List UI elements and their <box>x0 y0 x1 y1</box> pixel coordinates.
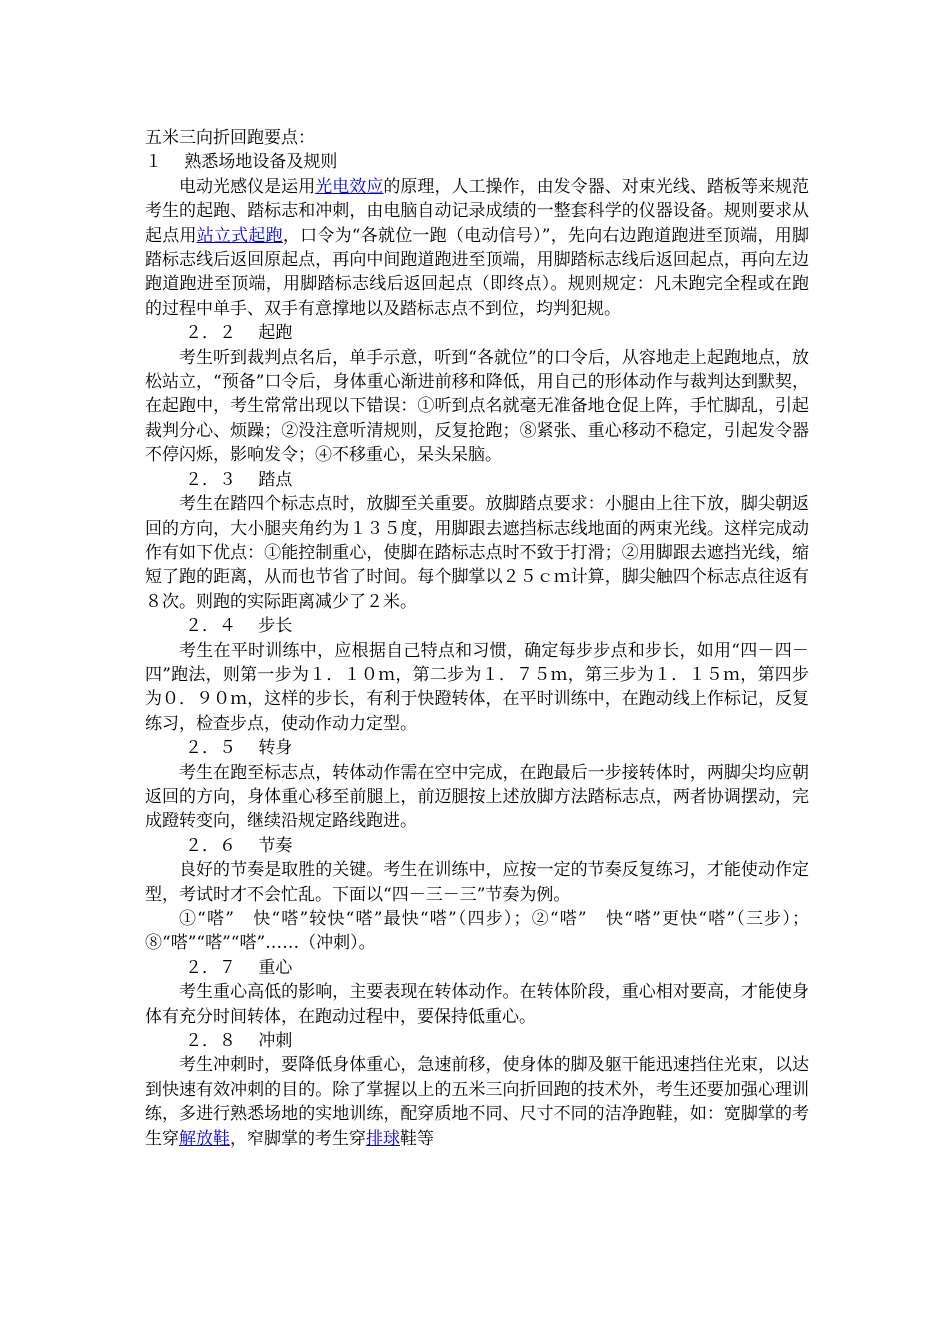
section-3-heading: ２．３ 踏点 <box>185 469 293 490</box>
section-8-text-a: 考生冲刺时，要降低身体重心，急速前移，使身体的脚及躯干能迅速挡住光束，以达到快速有效冲刺的目的。除了掌握以上的五米三向折回跑的技术外，考生还要加强心理训练，多进行熟悉场地的实地训练，配穿质地不同、尺寸不同的洁净跑鞋，如：宽脚掌的考生穿 <box>145 1055 809 1149</box>
section-8-heading: ２．８ 冲刺 <box>185 1031 293 1052</box>
section-8-text-b: ，窄脚掌的考生穿 <box>230 1128 366 1149</box>
section-7-heading: ２．７ 重心 <box>185 957 293 978</box>
section-4-paragraph: 考生在平时训练中，应根据自己特点和习惯，确定每步步点和步长，如用“四－四－四”跑法，则第一步为１．１０ｍ，第二步为１．７５ｍ，第三步为１．１５ｍ，第四步为０．９０ｍ，这样的步长，有利于快蹬转体，在平时训练中，在跑动线上作标记，反复练习，检查步点，使动作动力定型。 <box>145 640 809 734</box>
standing-start-link[interactable]: 站立式起跑 <box>196 225 283 246</box>
photoelectric-effect-link[interactable]: 光电效应 <box>315 176 384 197</box>
section-5-paragraph: 考生在跑至标志点，转体动作需在空中完成，在跑最后一步接转体时，两脚尖均应朝返回的方向，身体重心移至前腿上，前迈腿按上述放脚方法踏标志点，两者协调摆动，完成蹬转变向，继续沿规定路线跑进。 <box>145 762 809 832</box>
section-3-paragraph: 考生在踏四个标志点时，放脚至关重要。放脚踏点要求：小腿由上往下放，脚尖朝返回的方向，大小腿夹角约为１３５度，用脚跟去遮挡标志线地面的两束光线。这样完成动作有如下优点：①能控制重心，使脚在踏标志点时不致于打滑；②用脚跟去遮挡光线，缩短了跑的距离，从而也节省了时间。每个脚掌以２５ｃｍ计算，脚尖触四个标志点往返有８次。则跑的实际距离减少了２米。 <box>145 494 809 612</box>
section-1-text-c: ，口令为“各就位一跑（电动信号）”，先向右边跑道跑进至顶端，用脚踏标志线后返回原起点，再向中间跑道跑进至顶端，用脚踏标志线后返回起点，再向左边跑道跑进至顶端，用脚踏标志线后返回起点（即终点）。规则规定：凡未跑完全程或在跑的过程中单手、双手有意撑地以及踏标志点不到位，均判犯规。 <box>145 225 809 319</box>
section-2-heading: ２．２ 起跑 <box>185 323 293 344</box>
section-4-heading: ２．４ 步长 <box>185 616 293 637</box>
section-6-paragraph: 良好的节奏是取胜的关键。考生在训练中，应按一定的节奏反复练习，才能使动作定型，考试时才不会忙乱。下面以“四－三－三”节奏为例。 <box>145 860 809 905</box>
section-6-rhythm-example: ①“嗒” 快“嗒”较快“嗒”最快“嗒”（四步）；②“嗒” 快“嗒”更快“嗒”（三步）；⑧“嗒”“嗒”“嗒”……（冲刺）。 <box>145 909 809 954</box>
section-8-text-c: 鞋等 <box>400 1128 434 1149</box>
section-5-heading: ２．５ 转身 <box>185 738 293 759</box>
section-1-paragraph <box>145 175 809 321</box>
section-7-paragraph: 考生重心高低的影响，主要表现在转体动作。在转体阶段，重心相对要高，才能使身体有充分时间转体，在跑动过程中，要保持低重心。 <box>145 982 809 1027</box>
section-1-text-a: 电动光感仪是运用 <box>179 176 316 197</box>
section-1-text-b: 的原理，人工操作，由发令器、对束光线、踏板等来规范考生的起跑、踏标志和冲刺，由电脑自动记录成绩的一整套科学的仪器设备。规则要求从起点用 <box>145 176 810 246</box>
section-1-heading: １ 熟悉场地设备及规则 <box>145 152 338 173</box>
liberation-shoes-link[interactable]: 解放鞋 <box>179 1128 230 1149</box>
document-title: 五米三向折回跑要点： <box>145 128 315 148</box>
volleyball-link[interactable]: 排球 <box>366 1128 400 1149</box>
section-6-heading: ２．６ 节奏 <box>185 835 293 856</box>
section-2-paragraph: 考生听到裁判点名后，单手示意，听到“各就位”的口令后，从容地走上起跑地点，放松站立，“预备”口令后，身体重心渐进前移和降低，用自己的形体动作与裁判达到默契，在起跑中，考生常常出现以下错误：①听到点名就毫无准备地仓促上阵，手忙脚乱，引起裁判分心、烦躁；②没注意听清规则，反复抢跑；⑧紧张、重心移动不稳定，引起发令器不停闪烁，影响发令；④不移重心，呆头呆脑。 <box>145 347 809 466</box>
section-8-paragraph <box>145 1053 809 1151</box>
document-body <box>145 126 809 1151</box>
